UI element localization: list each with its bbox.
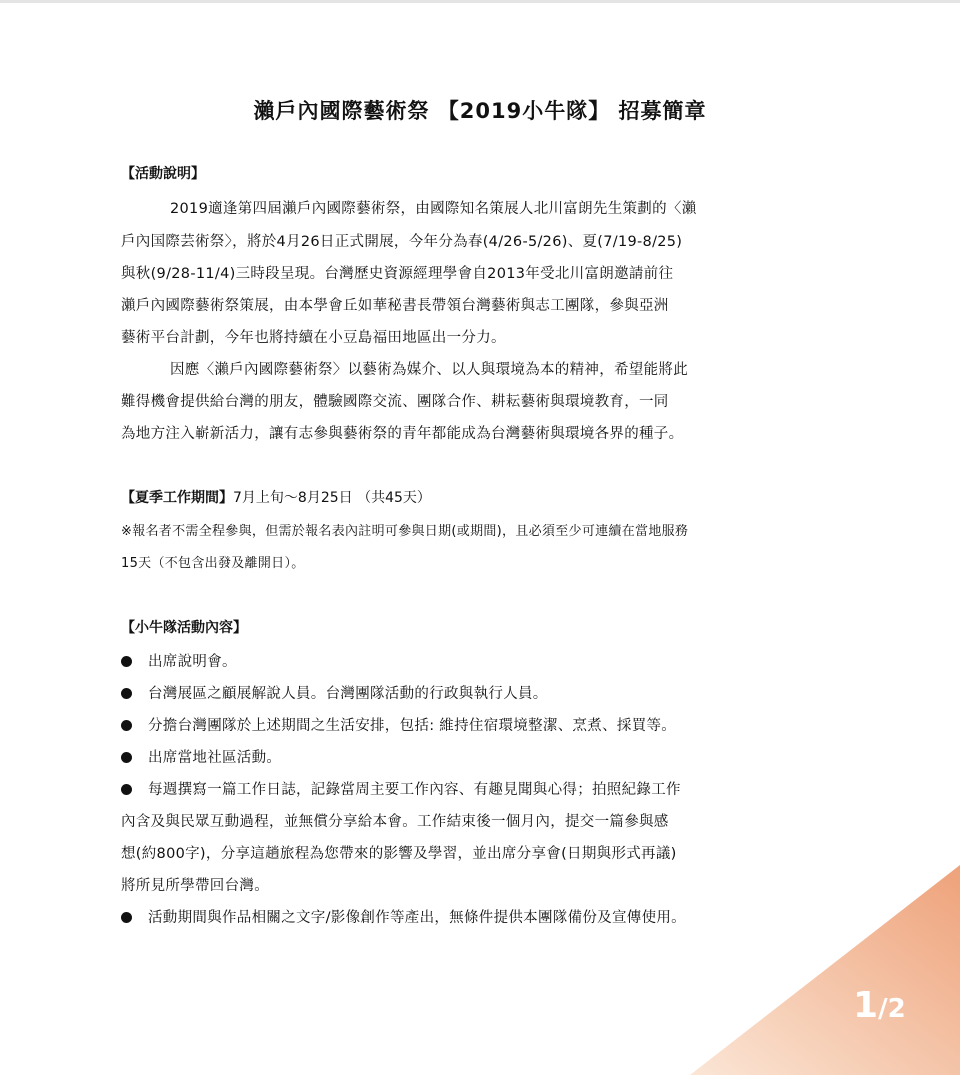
list-item <box>121 746 281 767</box>
paragraph-line: 為地方注入嶄新活力，讓有志參與藝術祭的青年都能成為台灣藝術與環境各界的種子。 <box>121 426 684 442</box>
section-heading-content: 【小牛隊活動內容】 <box>121 620 247 636</box>
list-item-text: 每週撰寫一篇工作日誌，記錄當周主要工作內容、有趣見聞與心得；拍照紀錄工作 <box>148 782 681 798</box>
period-note-line: 15天（不包含出發及離開日）。 <box>121 556 305 571</box>
bullet-icon <box>121 912 132 923</box>
paragraph-line: 難得機會提供給台灣的朋友，體驗國際交流、團隊合作、耕耘藝術與環境教育，一同 <box>121 394 669 410</box>
section-heading-period <box>121 487 431 507</box>
bullet-icon <box>121 656 132 667</box>
paragraph-line: 2019適逢第四屆瀨戶內國際藝術祭，由國際知名策展人北川富朗先生策劃的〈瀨 <box>170 201 697 217</box>
list-item-text: 台灣展區之顧展解說人員。台灣團隊活動的行政與執行人員。 <box>148 686 548 702</box>
list-item-text: 分擔台灣團隊於上述期間之生活安排，包括: 維持住宿環境整潔、烹煮、採買等。 <box>148 718 677 734</box>
list-item-text: 出席說明會。 <box>148 654 237 670</box>
document-title: 瀨戶內國際藝術祭 【2019小牛隊】 招募簡章 <box>253 99 707 123</box>
bullet-icon <box>121 720 132 731</box>
list-item <box>121 906 686 927</box>
list-item <box>121 714 676 735</box>
paragraph-line: 因應〈瀨戶內國際藝術祭〉以藝術為媒介、以人與環境為本的精神，希望能將此 <box>170 362 688 378</box>
paragraph-line: 戶內国際芸術祭〉，將於4月26日正式開展，今年分為春(4/26-5/26)、夏(7/19-8/25) <box>121 234 683 250</box>
bullet-icon <box>121 784 132 795</box>
list-item-text: 活動期間與作品相關之文字/影像創作等產出，無條件提供本團隊備份及宣傳使用。 <box>148 910 686 926</box>
bullet-icon <box>121 688 132 699</box>
paragraph-line: 瀨戶內國際藝術祭策展，由本學會丘如華秘書長帶領台灣藝術與志工團隊，參與亞洲 <box>121 298 669 314</box>
list-item-continuation: 內含及與民眾互動過程，並無償分享給本會。工作結束後一個月內，提交一篇參與感 <box>121 814 669 830</box>
list-item-text: 出席當地社區活動。 <box>148 750 282 766</box>
list-item <box>121 682 548 703</box>
page-number-current: 1 <box>853 985 879 1026</box>
period-heading-label: 【夏季工作期間】 <box>121 490 233 506</box>
bullet-icon <box>121 752 132 763</box>
page-number-indicator <box>853 985 906 1026</box>
list-item <box>121 650 237 671</box>
list-item-continuation: 將所見所學帶回台灣。 <box>121 878 269 894</box>
paragraph-line: 藝術平台計劃，今年也將持續在小豆島福田地區出一分力。 <box>121 330 506 346</box>
page-number-total: 2 <box>887 994 906 1024</box>
period-value: 7月上旬～8月25日 （共45天） <box>233 490 431 506</box>
page-number-separator: / <box>878 994 888 1024</box>
section-heading-activity: 【活動說明】 <box>121 166 205 182</box>
paragraph-line: 與秋(9/28-11/4)三時段呈現。台灣歷史資源經理學會自2013年受北川富朗邀請前往 <box>121 266 674 282</box>
list-item-continuation: 想(約800字)，分享這趟旅程為您帶來的影響及學習，並出席分享會(日期與形式再議) <box>121 846 677 862</box>
period-note-line: ※報名者不需全程參與，但需於報名表內註明可參與日期(或期間)，且必須至少可連續在當地服務 <box>121 524 689 539</box>
list-item <box>121 778 681 799</box>
page-corner-decoration <box>690 865 960 1075</box>
